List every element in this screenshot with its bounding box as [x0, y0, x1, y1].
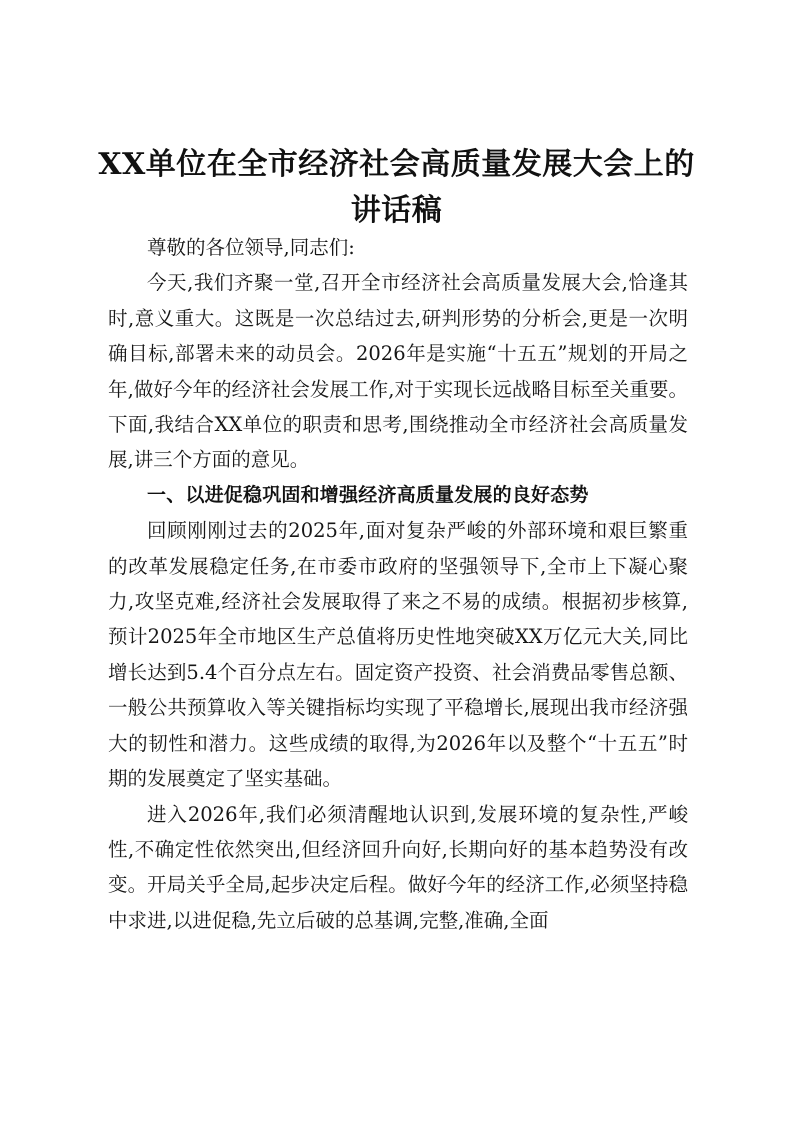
section-heading-1: 一、以进促稳巩固和增强经济高质量发展的良好态势 [147, 483, 589, 506]
document-title-line-2: 讲话稿 [350, 193, 443, 228]
salutation: 尊敬的各位领导,同志们: [147, 236, 355, 259]
section-1-paragraph-1: 回顾刚刚过去的2025年,面对复杂严峻的外部环境和艰巨繁重的改革发展稳定任务,在市委市政府的坚强领导下,全市上下凝心聚力,攻坚克难,经济社会发展取得了来之不易的成绩。根据初步核算,预计2025年全市地区生产总值将历史性地突破XX万亿元大关,同比增长达到5.4个百分点左右。固定资产投资、社会消费品零售总额、一般公共预算收入等关键指标均实现了平稳增长,展现出我市经济强大的韧性和潜力。这些成绩的取得,为2026年以及整个“十五五”时期的发展奠定了坚实基础。 [108, 519, 688, 791]
intro-paragraph: 今天,我们齐聚一堂,召开全市经济社会高质量发展大会,恰逢其时,意义重大。这既是一次总结过去,研判形势的分析会,更是一次明确目标,部署未来的动员会。2026年是实施“十五五”规划的开局之年,做好今年的经济社会发展工作,对于实现长远战略目标至关重要。下面,我结合XX单位的职责和思考,围绕推动全市经济社会高质量发展,讲三个方面的意见。 [108, 271, 688, 472]
document-title-line-1: XX单位在全市经济社会高质量发展大会上的 [98, 147, 695, 182]
section-1-paragraph-2: 进入2026年,我们必须清醒地认识到,发展环境的复杂性,严峻性,不确定性依然突出,但经济回升向好,长期向好的基本趋势没有改变。开局关乎全局,起步决定后程。做好今年的经济工作,必须坚持稳中求进,以进促稳,先立后破的总基调,完整,准确,全面 [108, 802, 688, 932]
document-body [108, 230, 688, 938]
